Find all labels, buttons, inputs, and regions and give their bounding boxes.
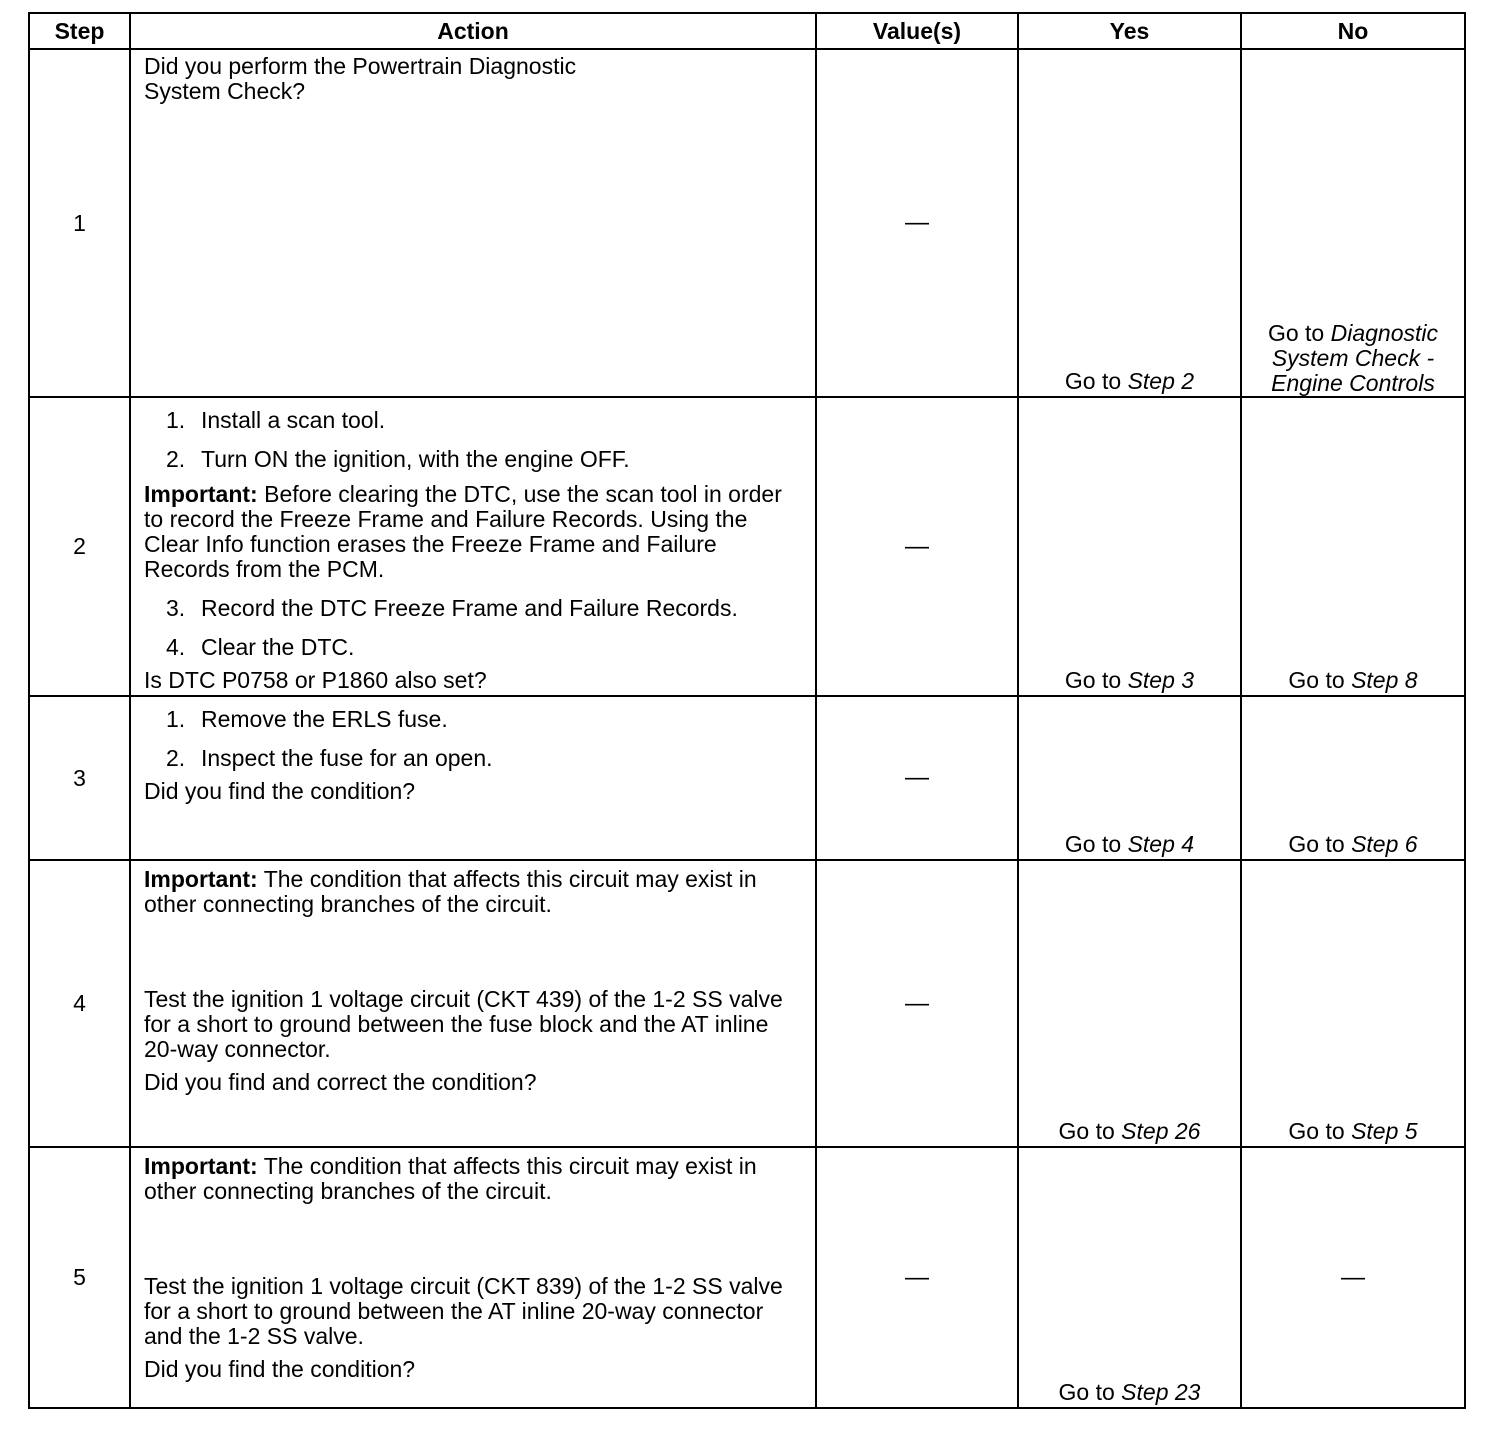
yes-cell: Go to Step 23: [1018, 1147, 1241, 1408]
yes-link: Step 26: [1121, 1118, 1201, 1144]
action-cell: [130, 49, 816, 397]
step-number: 2: [29, 397, 130, 696]
header-action: Action: [130, 13, 816, 49]
no-link: Step 6: [1351, 831, 1418, 857]
value-cell: —: [816, 860, 1018, 1147]
yes-cell: [1018, 49, 1241, 397]
yes-link: Step 2: [1127, 368, 1195, 394]
header-no: No: [1241, 13, 1465, 49]
yes-cell: Go to Step 26: [1018, 860, 1241, 1147]
step-number: 5: [29, 1147, 130, 1408]
action-cell: [130, 397, 816, 696]
step-number: 1: [29, 49, 130, 397]
header-step: Step: [29, 13, 130, 49]
value-cell: —: [816, 696, 1018, 860]
list-item: 1. Remove the ERLS fuse.: [166, 706, 448, 732]
yes-link: Step 23: [1121, 1379, 1201, 1405]
no-link: Step 5: [1351, 1118, 1418, 1144]
no-cell: [1241, 49, 1465, 397]
diagnostic-table: [28, 12, 1466, 1409]
important-note: Important: Before clearing the DTC, use the scan tool in order to record the Freeze Frame and Failure Records. Using the Clear Info function erases the Freeze Frame and Failure Records from the PCM.: [144, 481, 782, 582]
question-text: Is DTC P0758 or P1860 also set?: [144, 667, 487, 693]
list-item: 4. Clear the DTC.: [166, 634, 355, 660]
no-cell: Go to Step 6: [1241, 696, 1465, 860]
value-cell: —: [816, 49, 1018, 397]
no-cell: Go to Step 5: [1241, 860, 1465, 1147]
table-row: [29, 1147, 1465, 1408]
test-instruction: Test the ignition 1 voltage circuit (CKT 439) of the 1-2 SS valve for a short to ground between the fuse block and the AT inline 20-way connector.: [144, 986, 783, 1062]
yes-link: Step 4: [1127, 831, 1195, 857]
action-cell: [130, 696, 816, 860]
step-number: 3: [29, 696, 130, 860]
value-cell: —: [816, 397, 1018, 696]
question-text: Did you find the condition?: [144, 1356, 416, 1382]
list-item: 2. Inspect the fuse for an open.: [166, 745, 493, 771]
list-item: 2. Turn ON the ignition, with the engine OFF.: [166, 446, 630, 472]
question-text: Did you find and correct the condition?: [144, 1069, 537, 1095]
action-cell: [130, 860, 816, 1147]
important-note: Important: The condition that affects this circuit may exist in other connecting branches of the circuit.: [144, 866, 757, 917]
no-cell: —: [1241, 1147, 1465, 1408]
header-row: [29, 13, 1465, 49]
list-item: 3. Record the DTC Freeze Frame and Failure Records.: [166, 595, 738, 621]
yes-link: Step 3: [1127, 667, 1195, 693]
important-note: Important: The condition that affects this circuit may exist in other connecting branches of the circuit.: [144, 1153, 757, 1204]
table-row: [29, 397, 1465, 696]
yes-cell: Go to Step 3: [1018, 397, 1241, 696]
no-cell: Go to Step 8: [1241, 397, 1465, 696]
question-text: Did you perform the Powertrain Diagnostic System Check?: [144, 53, 577, 104]
step-number: 4: [29, 860, 130, 1147]
table-row: [29, 696, 1465, 860]
no-prefix: Go to: [1267, 320, 1331, 346]
value-cell: —: [816, 1147, 1018, 1408]
action-cell: [130, 1147, 816, 1408]
header-values: Value(s): [816, 13, 1018, 49]
header-yes: Yes: [1018, 13, 1241, 49]
question-text: Did you find the condition?: [144, 778, 416, 804]
test-instruction: Test the ignition 1 voltage circuit (CKT 839) of the 1-2 SS valve for a short to ground between the AT inline 20-way connector and the 1-2 SS valve.: [144, 1273, 783, 1349]
no-link: Diagnostic System Check - Engine Controls: [1271, 320, 1439, 396]
yes-cell: Go to Step 4: [1018, 696, 1241, 860]
yes-prefix: Go to: [1064, 368, 1128, 394]
list-item: 1. Install a scan tool.: [166, 407, 386, 433]
table-row: [29, 860, 1465, 1147]
table-row: [29, 49, 1465, 397]
no-link: Step 8: [1351, 667, 1418, 693]
